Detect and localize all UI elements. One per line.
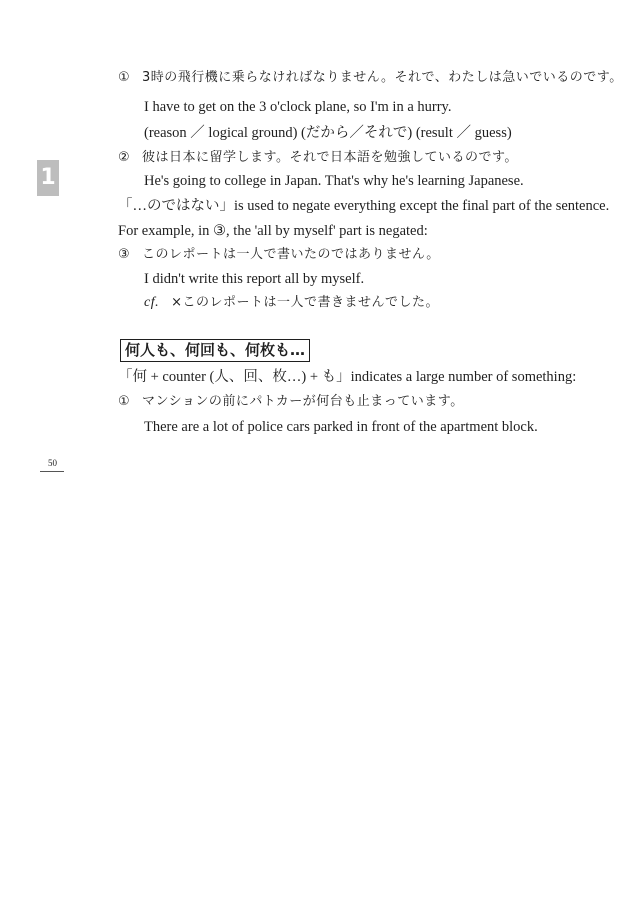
- example-number: ③: [118, 247, 131, 262]
- counter-explanation: 「何 + counter (人、回、枚…) + も」indicates a large number of something:: [118, 369, 577, 385]
- cf-sentence: [144, 296, 439, 310]
- translation-3: I didn't write this report all by myself.: [144, 271, 365, 287]
- example-text: 彼は日本に留学します。それで日本語を勉強しているのです。: [142, 150, 518, 165]
- section-tab: 1: [37, 160, 59, 196]
- example-sentence-3: [118, 248, 440, 261]
- example-number: ①: [118, 70, 131, 85]
- grammar-explanation: 「…のではない」is used to negate everything except the final part of the sentence.: [118, 198, 610, 214]
- structure-note: (reason ／ logical ground) (だから／それで) (result ／ guess): [144, 125, 512, 141]
- example-sentence-1: [118, 71, 623, 84]
- example-number: ①: [118, 394, 131, 409]
- page-number-rule: [40, 471, 64, 472]
- page-number: 50: [48, 458, 57, 468]
- example-number: ②: [118, 150, 131, 165]
- example-text: このレポートは一人で書いたのではありません。: [142, 247, 440, 262]
- example-text: 3時の飛行機に乗らなければなりません。それで、わたしは急いでいるのです。: [142, 70, 623, 85]
- example-sentence-2: [118, 151, 518, 164]
- section-heading-box: 何人も、何回も、何枚も…: [120, 339, 310, 362]
- translation-2: He's going to college in Japan. That's why he's learning Japanese.: [144, 173, 524, 189]
- translation-4: There are a lot of police cars parked in front of the apartment block.: [144, 419, 538, 435]
- cf-text: ×このレポートは一人で書きませんでした。: [171, 295, 440, 310]
- example-sentence-4: [118, 395, 464, 408]
- example-text: マンションの前にパトカーが何台も止まっています。: [142, 394, 464, 409]
- example-intro: For example, in ③, the 'all by myself' part is negated:: [118, 223, 428, 239]
- translation-1: I have to get on the 3 o'clock plane, so I'm in a hurry.: [144, 99, 452, 115]
- cf-label: cf.: [144, 295, 160, 310]
